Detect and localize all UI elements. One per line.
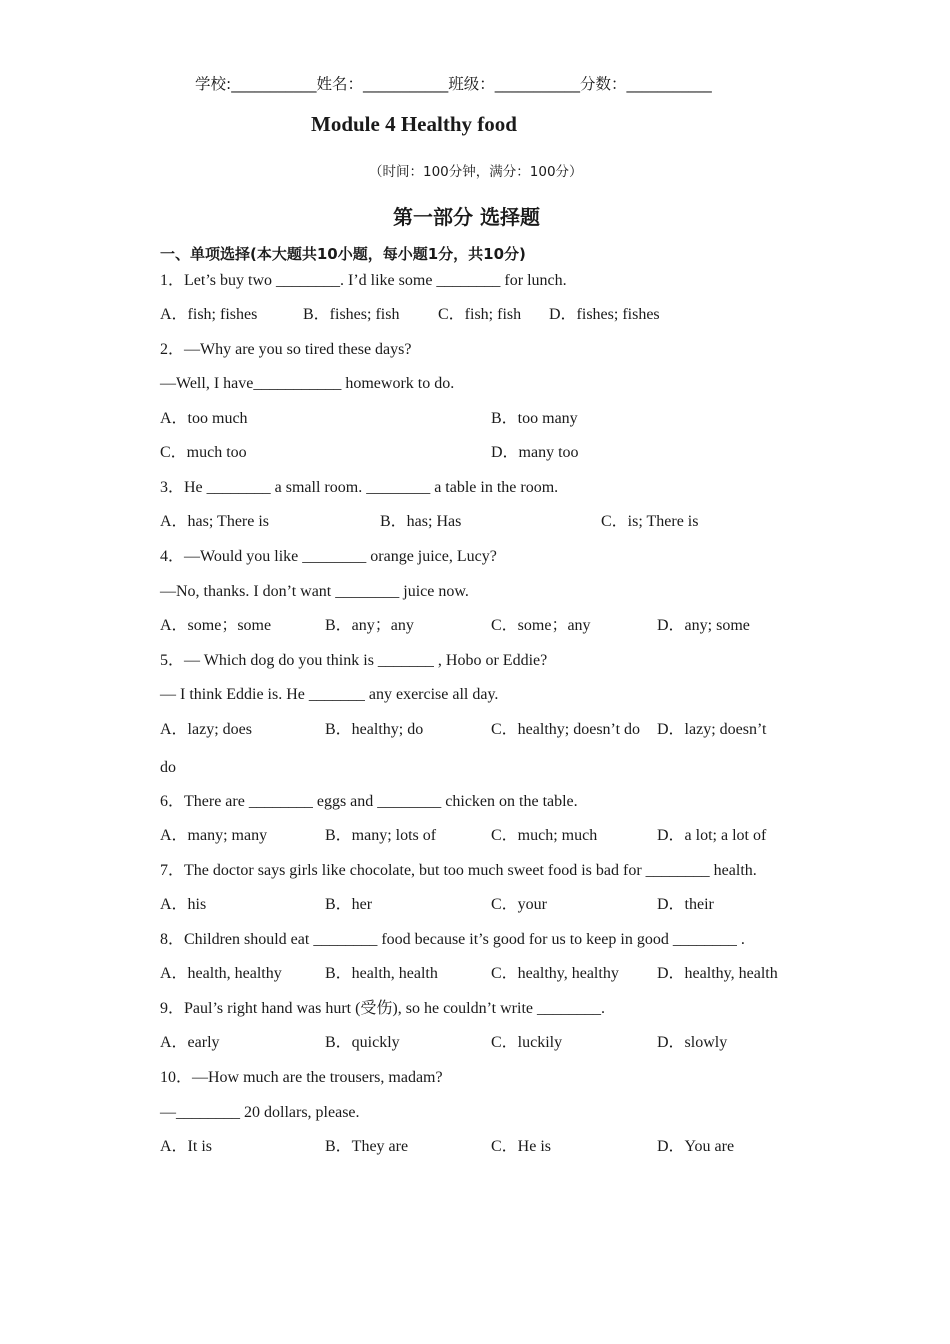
question-7-option-c: C．your	[491, 896, 548, 913]
section-title: 一、单项选择(本大题共10小题，每小题1分，共10分)	[160, 245, 526, 263]
question-4-stem: 4．—Would you like ________ orange juice, Lucy?	[160, 548, 497, 565]
question-4-option-a: A．some；some	[160, 617, 272, 634]
part-title: 第一部分 选择题	[393, 205, 540, 229]
question-5-stem: 5．— Which dog do you think is _______ , Hobo or Eddie?	[160, 652, 548, 669]
question-10-stem: 10．—How much are the trousers, madam?	[160, 1069, 443, 1086]
question-4-option-c: C．some；any	[491, 617, 591, 634]
question-2-option-c: C．much too	[160, 444, 247, 461]
question-3-option-c: C．is; There is	[601, 513, 699, 530]
question-8-option-d: D．healthy, health	[657, 965, 778, 982]
question-6-option-d: D．a lot; a lot of	[657, 827, 767, 844]
question-9-option-a: A．early	[160, 1034, 220, 1051]
question-9-option-c: C．luckily	[491, 1034, 563, 1051]
question-10-stem-reply: —________ 20 dollars, please.	[160, 1104, 360, 1121]
question-3-stem: 3．He ________ a small room. ________ a table in the room.	[160, 479, 559, 496]
question-6-option-a: A．many; many	[160, 827, 268, 844]
page-title: Module 4 Healthy food	[311, 112, 517, 136]
question-10-option-d: D．You are	[657, 1138, 735, 1155]
question-5-option-b: B．healthy; do	[325, 721, 424, 738]
question-8-stem: 8．Children should eat ________ food because it’s good for us to keep in good ________ .	[160, 931, 745, 948]
question-2-option-b: B．too many	[491, 410, 578, 427]
question-5-option-a: A．lazy; does	[160, 721, 252, 738]
question-7-option-d: D．their	[657, 896, 714, 913]
question-2-option-d: D．many too	[491, 444, 579, 461]
question-10-option-a: A．It is	[160, 1138, 213, 1155]
question-4-stem-reply: —No, thanks. I don’t want ________ juice now.	[160, 583, 469, 600]
question-1-option-b: B．fishes; fish	[303, 306, 400, 323]
question-6-stem: 6．There are ________ eggs and ________ chicken on the table.	[160, 793, 578, 810]
question-3-option-a: A．has; There is	[160, 513, 270, 530]
question-2-option-a: A．too much	[160, 410, 248, 427]
question-1-option-c: C．fish; fish	[438, 306, 522, 323]
question-8-option-a: A．health, healthy	[160, 965, 282, 982]
question-5-option-d-wrap: do	[160, 759, 176, 776]
exam-time-note: （时间：100分钟，满分：100分）	[369, 164, 583, 180]
question-10-option-c: C．He is	[491, 1138, 552, 1155]
question-7-option-b: B．her	[325, 896, 373, 913]
question-5-option-d: D．lazy; doesn’t	[657, 721, 767, 738]
question-9-stem: 9．Paul’s right hand was hurt (受伤), so he couldn’t write ________.	[160, 1000, 605, 1017]
question-4-option-b: B．any；any	[325, 617, 414, 634]
question-5-option-c: C．healthy; doesn’t do	[491, 721, 641, 738]
question-2-stem-reply: —Well, I have___________ homework to do.	[160, 375, 455, 392]
question-6-option-c: C．much; much	[491, 827, 598, 844]
question-9-option-b: B．quickly	[325, 1034, 400, 1051]
question-8-option-c: C．healthy, healthy	[491, 965, 619, 982]
question-5-stem-reply: — I think Eddie is. He _______ any exercise all day.	[160, 686, 499, 703]
question-1-stem: 1．Let’s buy two ________. I’d like some ________ for lunch.	[160, 272, 567, 289]
question-4-option-d: D．any; some	[657, 617, 750, 634]
question-10-option-b: B．They are	[325, 1138, 409, 1155]
question-8-option-b: B．health, health	[325, 965, 438, 982]
question-7-option-a: A．his	[160, 896, 207, 913]
question-1-option-a: A．fish; fishes	[160, 306, 258, 323]
question-3-option-b: B．has; Has	[380, 513, 462, 530]
question-6-option-b: B．many; lots of	[325, 827, 437, 844]
question-7-stem: 7．The doctor says girls like chocolate, but too much sweet food is bad for ________ health.	[160, 862, 757, 879]
question-2-stem: 2．—Why are you so tired these days?	[160, 341, 412, 358]
question-9-option-d: D．slowly	[657, 1034, 728, 1051]
exam-header-fields: 学校:___________姓名：___________班级：___________分数：___________	[195, 75, 712, 93]
question-1-option-d: D．fishes; fishes	[549, 306, 660, 323]
